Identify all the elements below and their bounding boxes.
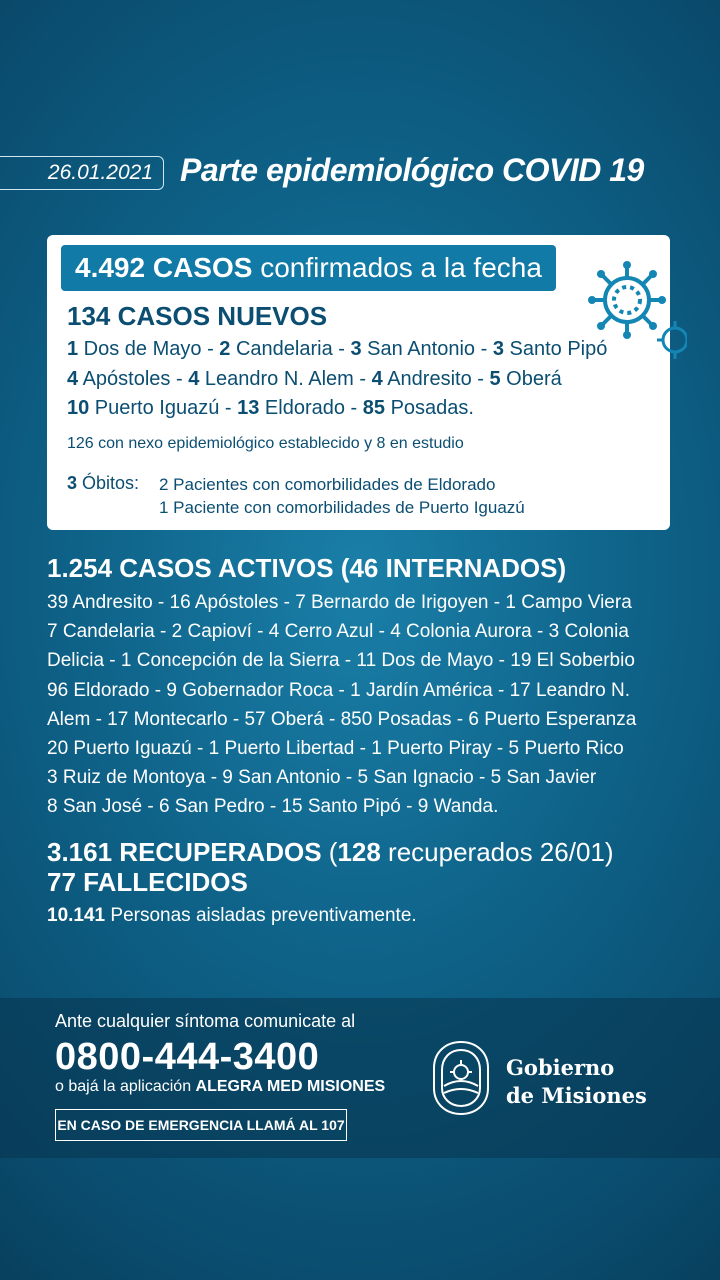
- new-cases-heading: 134 CASOS NUEVOS: [67, 301, 328, 331]
- active-cases-line: 39 Andresito - 16 Apóstoles - 7 Bernardo de Irigoyen - 1 Campo Viera: [47, 592, 632, 613]
- case-count: 1: [67, 338, 79, 360]
- case-count: 10: [67, 397, 90, 419]
- case-count: 3: [492, 338, 504, 360]
- hotline-phone[interactable]: 0800-444-3400: [55, 1036, 320, 1078]
- government-name: [506, 1054, 647, 1110]
- active-cases-line: 3 Ruiz de Montoya - 9 San Antonio - 5 San Ignacio - 5 San Javier: [47, 767, 597, 789]
- case-city: Apóstoles -: [78, 368, 189, 390]
- deaths-label: [67, 473, 139, 494]
- recovered-today: 128: [337, 837, 381, 867]
- recovered-total: 3.161 RECUPERADOS: [47, 837, 322, 867]
- isolated-count: 10.141: [47, 905, 106, 926]
- recovered-open-paren: (: [321, 837, 338, 867]
- footer-banner: [0, 998, 720, 1158]
- app-prefix: o bajá la aplicación: [55, 1078, 196, 1095]
- case-city: San Antonio -: [361, 338, 493, 360]
- active-cases-line: Delicia - 1 Concepción de la Sierra - 11 Dos de Mayo - 19 El Soberbio: [47, 650, 635, 672]
- app-name[interactable]: ALEGRA MED MISIONES: [195, 1078, 386, 1095]
- active-cases-line: 8 San José - 6 San Pedro - 15 Santo Pipó - 9 Wanda.: [47, 796, 499, 818]
- case-count: 13: [237, 397, 260, 419]
- case-count: 4: [371, 368, 383, 390]
- isolated-label: Personas aisladas preventivamente.: [105, 905, 417, 926]
- case-city: Andresito -: [382, 368, 490, 390]
- new-cases-line-2: [67, 368, 562, 391]
- active-cases-line: Alem - 17 Montecarlo - 57 Oberá - 850 Posadas - 6 Puerto Esperanza: [47, 708, 637, 730]
- case-count: 4: [67, 368, 79, 390]
- case-count: 3: [350, 338, 362, 360]
- active-cases-line: 20 Puerto Iguazú - 1 Puerto Libertad - 1 Puerto Piray - 5 Puerto Rico: [47, 738, 624, 760]
- confirmed-cases-card: [47, 235, 670, 530]
- active-cases-line: 7 Candelaria - 2 Capioví - 4 Cerro Azul - 4 Colonia Aurora - 3 Colonia: [47, 621, 629, 643]
- provincial-seal-icon: [428, 1038, 494, 1118]
- symptom-contact-text: Ante cualquier síntoma comunicate al: [55, 1011, 356, 1031]
- total-cases-caption: confirmados a la fecha: [252, 252, 542, 283]
- deaths-total: 77 FALLECIDOS: [47, 867, 248, 897]
- government-name-line-2: de Misiones: [506, 1083, 647, 1108]
- app-download-text: [55, 1078, 385, 1096]
- case-city: Santo Pipó: [503, 338, 608, 360]
- page-title: Parte epidemiológico COVID 19: [180, 152, 644, 188]
- recovered-today-label: recuperados 26/01): [380, 837, 614, 867]
- date-label: 26.01.2021: [0, 156, 164, 190]
- case-city: Candelaria -: [230, 338, 351, 360]
- case-count: 5: [489, 368, 501, 390]
- recovered-summary: [47, 837, 614, 868]
- total-cases-pill: [61, 245, 556, 291]
- deaths-count: 3: [67, 473, 78, 493]
- new-cases-line-3: [67, 397, 474, 420]
- case-count: 4: [188, 368, 200, 390]
- active-cases-heading: 1.254 CASOS ACTIVOS (46 INTERNADOS): [47, 553, 567, 583]
- government-name-line-1: Gobierno: [506, 1055, 615, 1080]
- active-cases-list: [47, 588, 687, 822]
- deaths-word: Óbitos:: [77, 473, 140, 493]
- isolated-summary: [47, 905, 417, 927]
- new-cases-line-1: [67, 338, 607, 361]
- death-detail: 1 Paciente con comorbilidades de Puerto Iguazú: [159, 498, 525, 517]
- active-cases-line: 96 Eldorado - 9 Gobernador Roca - 1 Jardín América - 17 Leandro N.: [47, 679, 630, 701]
- case-count: 85: [362, 397, 386, 419]
- case-city: Dos de Mayo -: [78, 338, 220, 360]
- case-city: Oberá: [500, 368, 562, 390]
- case-city: Posadas.: [385, 397, 474, 419]
- emergency-notice: EN CASO DE EMERGENCIA LLAMÁ AL 107: [55, 1109, 347, 1141]
- case-city: Eldorado -: [259, 397, 363, 419]
- case-count: 2: [219, 338, 231, 360]
- epidemiological-link-note: 126 con nexo epidemiológico establecido y 8 en estudio: [67, 435, 464, 452]
- case-city: Leandro N. Alem -: [199, 368, 372, 390]
- death-detail: 2 Pacientes con comorbilidades de Eldorado: [159, 475, 496, 494]
- case-city: Puerto Iguazú -: [89, 397, 238, 419]
- total-cases-count: 4.492 CASOS: [75, 252, 253, 283]
